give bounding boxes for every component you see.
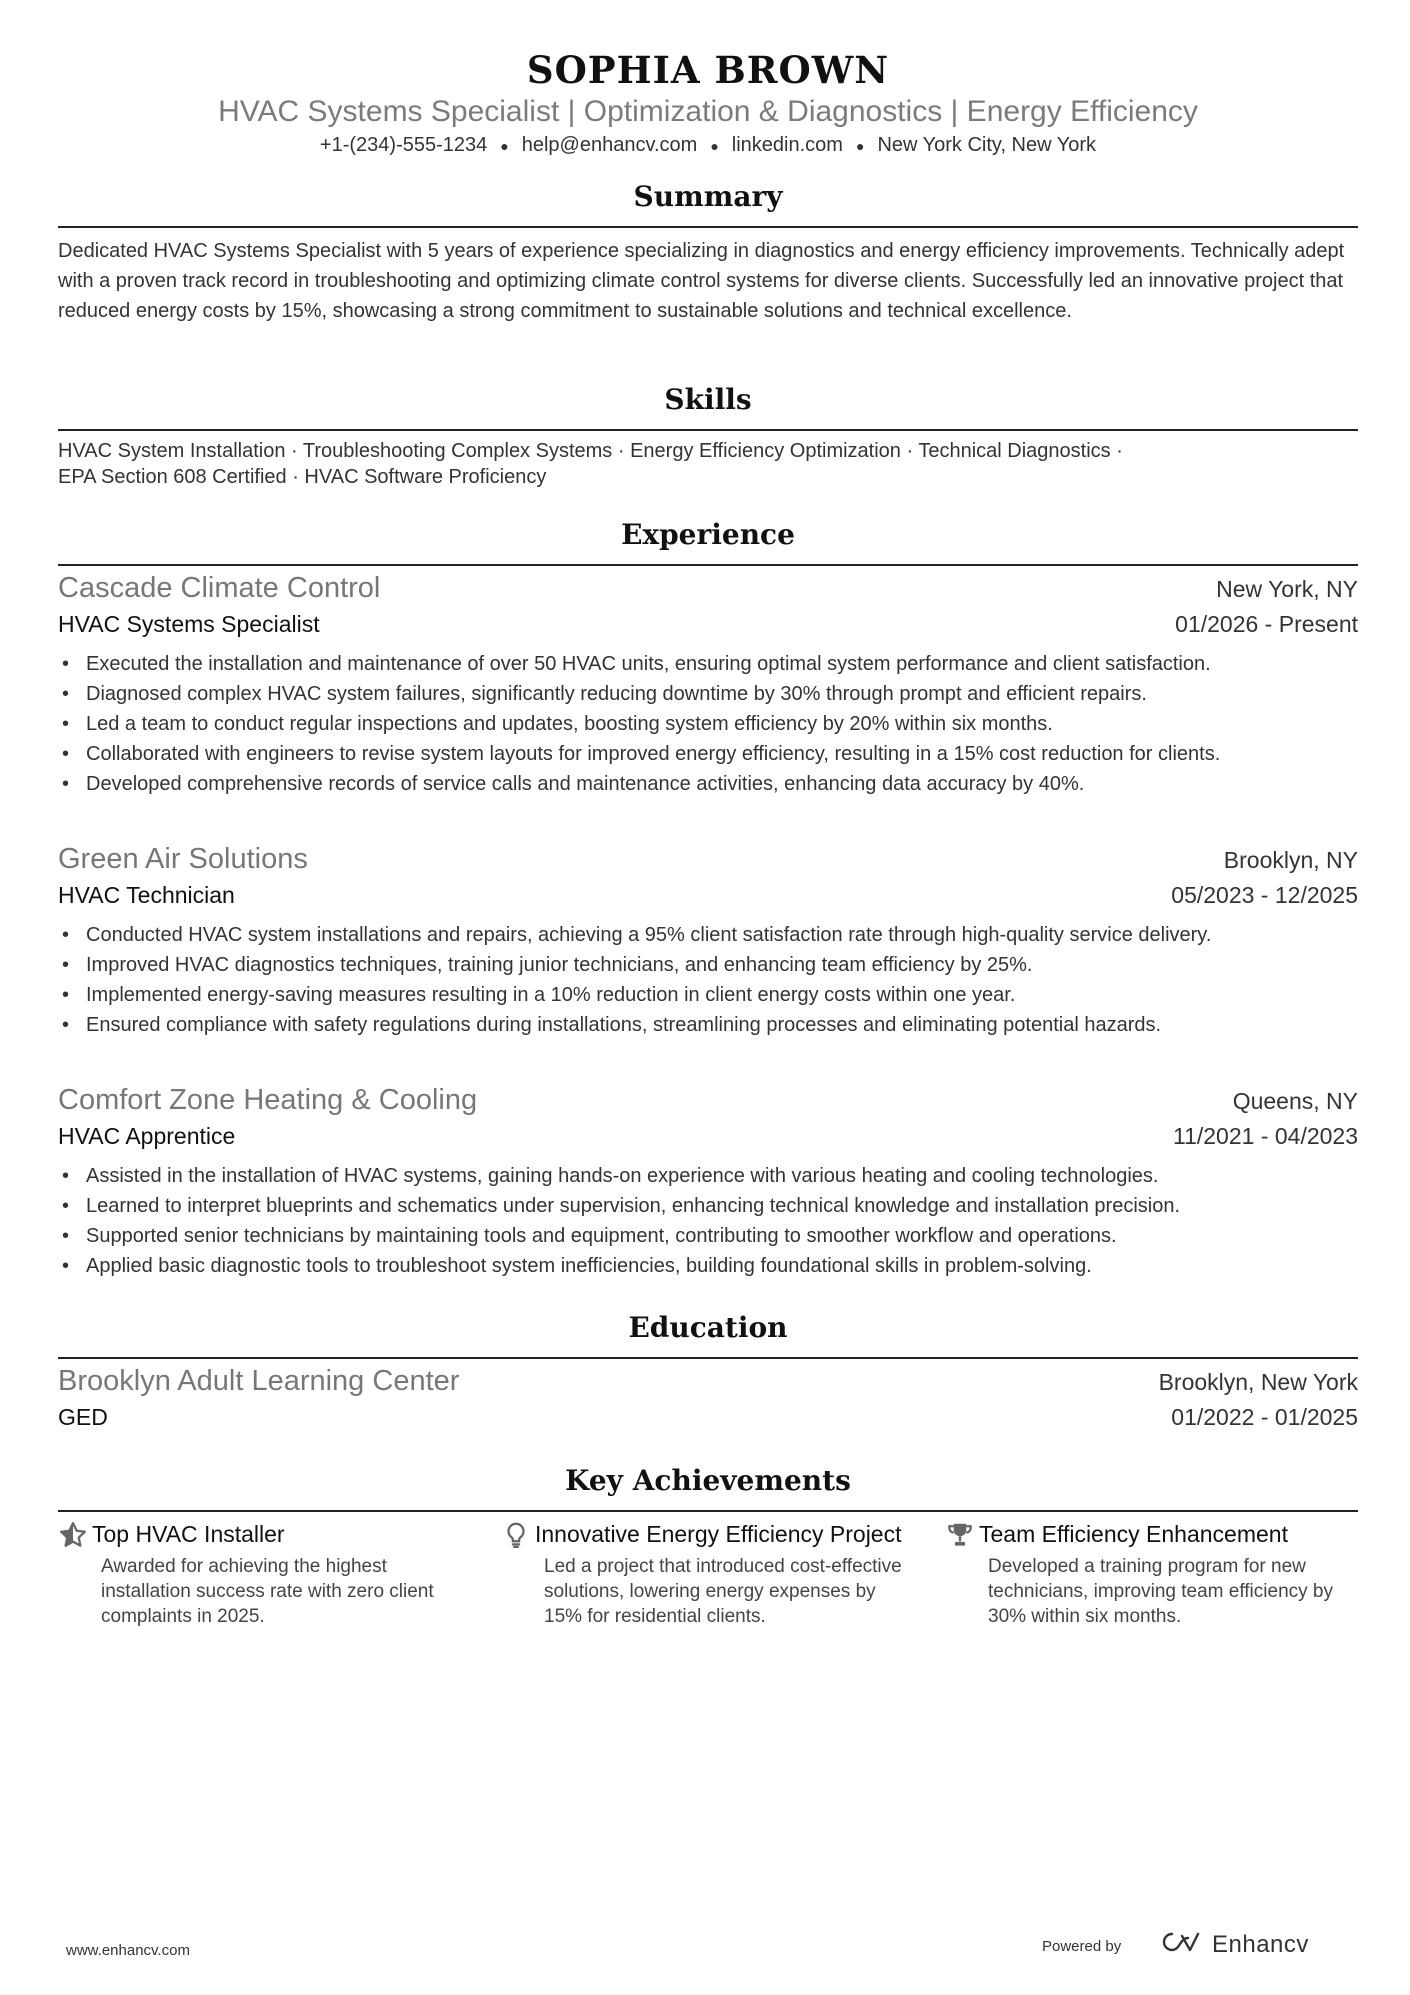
enhancv-logo-icon <box>1160 1930 1206 1959</box>
job-header <box>58 1084 1358 1117</box>
experience-heading: Experience <box>621 518 795 551</box>
education-dates: 01/2022 - 01/2025 <box>1171 1404 1358 1430</box>
job-dates: 05/2023 - 12/2025 <box>1171 882 1358 908</box>
job-header <box>58 843 1358 876</box>
list-item: • Led a team to conduct regular inspections and updates, boosting system efficiency by 20% within six months. <box>58 709 1358 739</box>
contact-line <box>58 134 1358 157</box>
job-location: Brooklyn, NY <box>1223 847 1358 873</box>
job-subheader <box>58 611 1358 638</box>
job-role: HVAC Systems Specialist <box>58 611 320 637</box>
list-item: • Applied basic diagnostic tools to troubleshoot system inefficiencies, building foundational skills in problem-solving. <box>58 1251 1358 1281</box>
list-item: • Learned to interpret blueprints and schematics under supervision, enhancing technical knowledge and installation precision. <box>58 1191 1358 1221</box>
achievement-desc: Awarded for achieving the highest installation success rate with zero client complaints in 2025. <box>101 1556 434 1627</box>
job-header <box>58 572 1358 605</box>
candidate-name: SOPHIA BROWN <box>526 48 890 92</box>
skills-list-line-1: HVAC System Installation · Troubleshooting Complex Systems · Energy Efficiency Optimization · Technical Diagnostics · <box>58 440 1123 462</box>
achievement-desc: Developed a training program for new technicians, improving team efficiency by 30% within six months. <box>988 1556 1333 1627</box>
achievement-item <box>501 1520 916 1629</box>
section-divider <box>58 1357 1358 1359</box>
list-item: • Supported senior technicians by maintaining tools and equipment, contributing to smoother workflow and operations. <box>58 1221 1358 1251</box>
enhancv-logo-text: Enhancv <box>1212 1930 1309 1958</box>
section-divider <box>58 564 1358 566</box>
education-heading: Education <box>628 1311 788 1344</box>
achievement-item <box>58 1520 473 1629</box>
job-dates: 01/2026 - Present <box>1175 611 1358 637</box>
list-item: • Ensured compliance with safety regulations during installations, streamlining processes and eliminating potential hazards. <box>58 1010 1358 1040</box>
resume-page <box>58 0 1358 1995</box>
section-divider <box>58 429 1358 431</box>
job-company: Green Air Solutions <box>58 843 308 875</box>
list-item: • Diagnosed complex HVAC system failures, significantly reducing downtime by 30% through prompt and efficient repairs. <box>58 679 1358 709</box>
job-subheader <box>58 1123 1358 1150</box>
job-company: Comfort Zone Heating & Cooling <box>58 1084 478 1116</box>
lightbulb-icon <box>501 1520 535 1550</box>
section-divider <box>58 1510 1358 1512</box>
achievements-heading: Key Achievements <box>565 1464 851 1497</box>
separator-dot-icon: ● <box>710 137 719 154</box>
list-item: • Executed the installation and maintenance of over 50 HVAC units, ensuring optimal system performance and client satisfaction. <box>58 649 1358 679</box>
job-company: Cascade Climate Control <box>58 572 381 604</box>
achievement-desc: Led a project that introduced cost-effective solutions, lowering energy expenses by 15% for residential clients. <box>544 1556 902 1627</box>
trophy-icon <box>945 1520 979 1550</box>
candidate-headline: HVAC Systems Specialist | Optimization & Diagnostics | Energy Efficiency <box>218 95 1198 128</box>
list-item: • Conducted HVAC system installations and repairs, achieving a 95% client satisfaction rate through high-quality service delivery. <box>58 920 1358 950</box>
achievement-title: Innovative Energy Efficiency Project <box>535 1521 902 1547</box>
job-location: Queens, NY <box>1232 1088 1358 1114</box>
skills-list-line-2: EPA Section 608 Certified · HVAC Software Proficiency <box>58 466 547 488</box>
job-dates: 11/2021 - 04/2023 <box>1172 1123 1358 1149</box>
enhancv-logo[interactable] <box>1160 1930 1309 1959</box>
job-role: HVAC Apprentice <box>58 1123 236 1149</box>
job-subheader <box>58 882 1358 909</box>
summary-heading: Summary <box>633 180 783 213</box>
summary-text: Dedicated HVAC Systems Specialist with 5 years of experience specializing in diagnostics and energy efficiency improvements. Technically adept with a proven track record in troubleshooting and optimizing climate control systems for diverse clients. Successfully led an innovative project that reduced energy costs by 15%, showcasing a strong commitment to sustainable solutions and technical excellence. <box>58 240 1345 322</box>
contact-location: New York City, New York <box>877 134 1097 156</box>
skills-heading: Skills <box>664 383 752 416</box>
list-item: • Assisted in the installation of HVAC systems, gaining hands-on experience with various heating and cooling technologies. <box>58 1161 1358 1191</box>
education-subheader <box>58 1404 1358 1431</box>
list-item: • Improved HVAC diagnostics techniques, training junior technicians, and enhancing team efficiency by 25%. <box>58 950 1358 980</box>
powered-by-label: Powered by <box>1042 1938 1122 1955</box>
list-item: • Developed comprehensive records of service calls and maintenance activities, enhancing data accuracy by 40%. <box>58 769 1358 799</box>
contact-linkedin[interactable]: linkedin.com <box>731 134 843 156</box>
separator-dot-icon: ● <box>855 137 865 154</box>
separator-dot-icon: ● <box>500 137 509 154</box>
job-role: HVAC Technician <box>58 882 235 908</box>
achievement-title: Team Efficiency Enhancement <box>979 1521 1288 1547</box>
education-location: Brooklyn, New York <box>1158 1369 1358 1395</box>
achievement-item <box>945 1520 1360 1629</box>
job-location: New York, NY <box>1216 576 1358 602</box>
list-item: • Collaborated with engineers to revise system layouts for improved energy efficiency, resulting in a 15% cost reduction for clients. <box>58 739 1358 769</box>
job-bullets <box>58 1161 1358 1281</box>
footer-url[interactable]: www.enhancv.com <box>66 1942 190 1959</box>
job-bullets <box>58 920 1358 1040</box>
education-degree: GED <box>58 1404 108 1430</box>
section-divider <box>58 226 1358 228</box>
education-school: Brooklyn Adult Learning Center <box>58 1365 460 1397</box>
star-icon <box>58 1520 92 1550</box>
job-bullets <box>58 649 1358 799</box>
contact-phone: +1-(234)-555-1234 <box>319 134 488 156</box>
list-item: • Implemented energy-saving measures resulting in a 10% reduction in client energy costs within one year. <box>58 980 1358 1010</box>
achievement-title: Top HVAC Installer <box>92 1521 285 1547</box>
contact-email[interactable]: help@enhancv.com <box>521 134 698 156</box>
education-header <box>58 1365 1358 1398</box>
